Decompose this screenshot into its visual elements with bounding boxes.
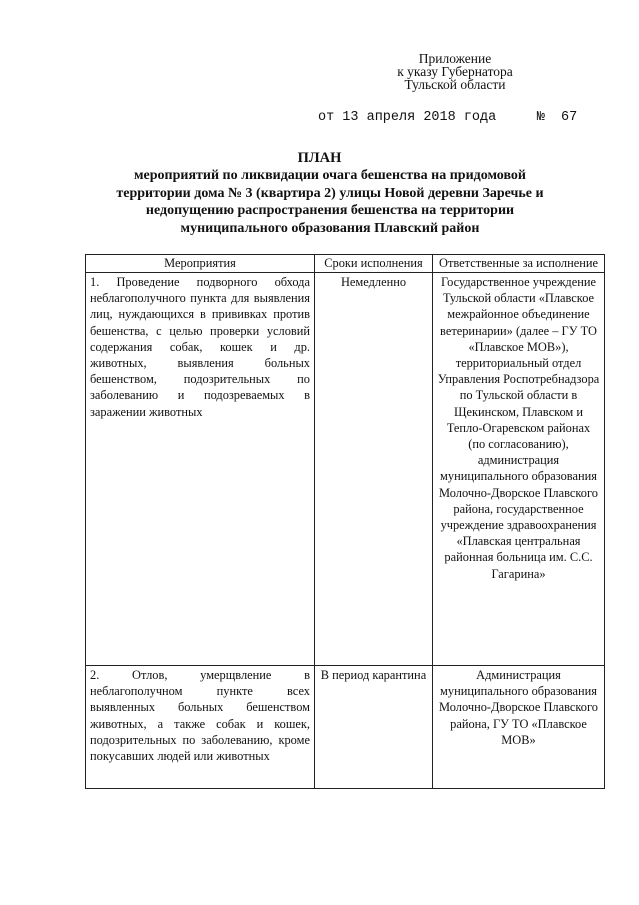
table-row (86, 666, 605, 789)
activity-cell: 2. Отлов, умерщвление в неблагополучном пункте всех выявленных больных бешенством животных, а также собак и кошек, подозрительных по заболеванию, кроме покусавших людей или животных (86, 666, 315, 789)
page-title: ПЛАН (297, 150, 342, 166)
responsible-cell: Администрация муниципального образования Молочно-Дворское Плавского района, ГУ ТО «Плавское МОВ» (433, 666, 605, 789)
appendix-note (380, 52, 530, 91)
order-date-number: от 13 апреля 2018 года № 67 (318, 110, 578, 125)
term-cell: В период карантина (315, 666, 433, 789)
term-cell: Немедленно (315, 273, 433, 666)
table-row (86, 273, 605, 666)
responsible-cell: Государственное учреждение Тульской области «Плавское межрайонное объединение ветеринарии» (далее – ГУ ТО «Плавское МОВ»), территориальный отдел Управления Роспотребнадзора по Тульской области в Щекинском, Плавском и Тепло-Огаревском районах (по согласованию), администрация муниципального образования Молочно-Дворское Плавского района, государственное учреждение здравоохранения «Плавская центральная районная больница им. С.С. Гагарина» (433, 273, 605, 666)
column-header-responsible: Ответственные за исполнение (433, 255, 605, 273)
activity-cell: 1. Проведение подворного обхода неблагополучного пункта для выявления лиц, нуждающихся в прививках против бешенства, с целью проверки условий содержания собак, кошек и др. животных, выявления больных бешенством, подозрительных по заболеванию и подозреваемых в заражении животных (86, 273, 315, 666)
appendix-line: Тульской области (404, 77, 506, 92)
appendix-line: Приложение (418, 51, 492, 66)
table-header-row (86, 255, 605, 273)
column-header-terms: Сроки исполнения (315, 255, 433, 273)
plan-table (85, 254, 605, 789)
column-header-activities: Мероприятия (86, 255, 315, 273)
page-subtitle: мероприятий по ликвидации очага бешенства на придомовой территории дома № 3 (квартира 2) улицы Новой деревни Заречье и недопущению распространения бешенства на территории муниципального образования Плавский район (116, 168, 544, 236)
appendix-line: к указу Губернатора (397, 64, 513, 79)
